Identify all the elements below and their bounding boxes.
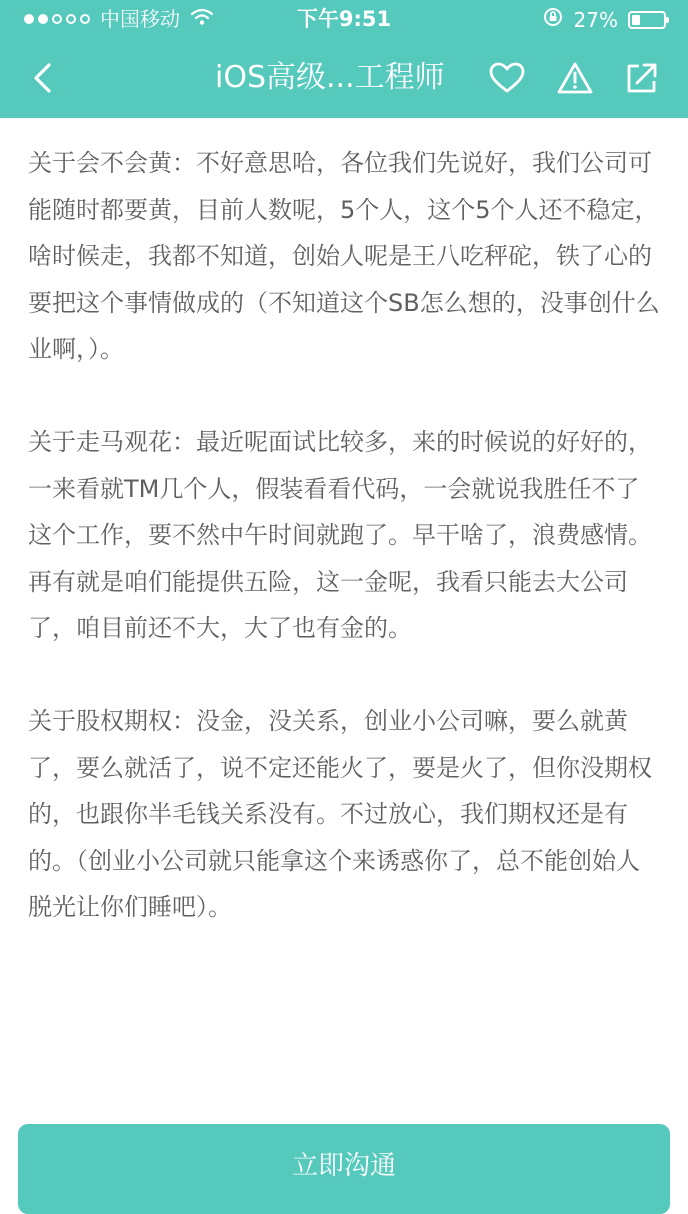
description-paragraph-interviews: 关于走马观花：最近呢面试比较多，来的时候说的好好的，一来看就TM几个人，假装看看代码，一会就说我胜任不了这个工作，要不然中午时间就跑了。早干啥了，浪费感情。 xyxy=(28,428,652,549)
nav-bar xyxy=(0,40,688,118)
chevron-left-icon xyxy=(31,62,53,94)
paragraph-spacer xyxy=(28,373,660,420)
status-bar xyxy=(0,0,688,40)
report-button[interactable] xyxy=(553,56,597,100)
page-title: iOS高级...工程师 xyxy=(215,60,445,95)
orientation-lock-icon xyxy=(542,6,564,34)
description-paragraph-equity: 关于股权期权：没金，没关系，创业小公司嘛，要么就黄了，要么就活了，说不定还能火了，要是火了，但你没期权的，也跟你半毛钱关系没有。不过放心，我们期权还是有的。（创业小公司就只能拿这个来诱惑你了，总不能创始人脱光让你们睡吧）。 xyxy=(28,707,652,921)
description-paragraph-company-risk: 关于会不会黄：不好意思哈，各位我们先说好，我们公司可能随时都要黄，目前人数呢，5个人，这个5个人还不稳定，啥时候走，我都不知道，创始人呢是王八吃秤砣，铁了心的要把这个事情做成的（不知道这个SB怎么想的，没事创什么业啊，）。 xyxy=(28,149,660,363)
status-right xyxy=(542,6,666,34)
share-button[interactable] xyxy=(620,56,664,100)
battery-percent: 27% xyxy=(573,8,618,32)
battery-icon xyxy=(628,11,666,29)
heart-icon xyxy=(489,62,525,94)
warning-icon xyxy=(557,61,593,95)
back-button[interactable] xyxy=(22,56,62,100)
description-paragraph-benefits: 再有就是咱们能提供五险，这一金呢，我看只能去大公司了，咱目前还不大，大了也有金的。 xyxy=(28,567,628,642)
favorite-button[interactable] xyxy=(485,56,529,100)
paragraph-spacer xyxy=(28,652,660,699)
top-bar xyxy=(0,0,688,118)
status-time: 下午9:51 xyxy=(296,7,392,31)
share-icon xyxy=(625,61,659,95)
carrier-label: 中国移动 xyxy=(100,7,180,31)
job-description xyxy=(28,140,660,931)
battery-level xyxy=(632,15,640,25)
contact-now-button[interactable]: 立即沟通 xyxy=(18,1124,670,1214)
